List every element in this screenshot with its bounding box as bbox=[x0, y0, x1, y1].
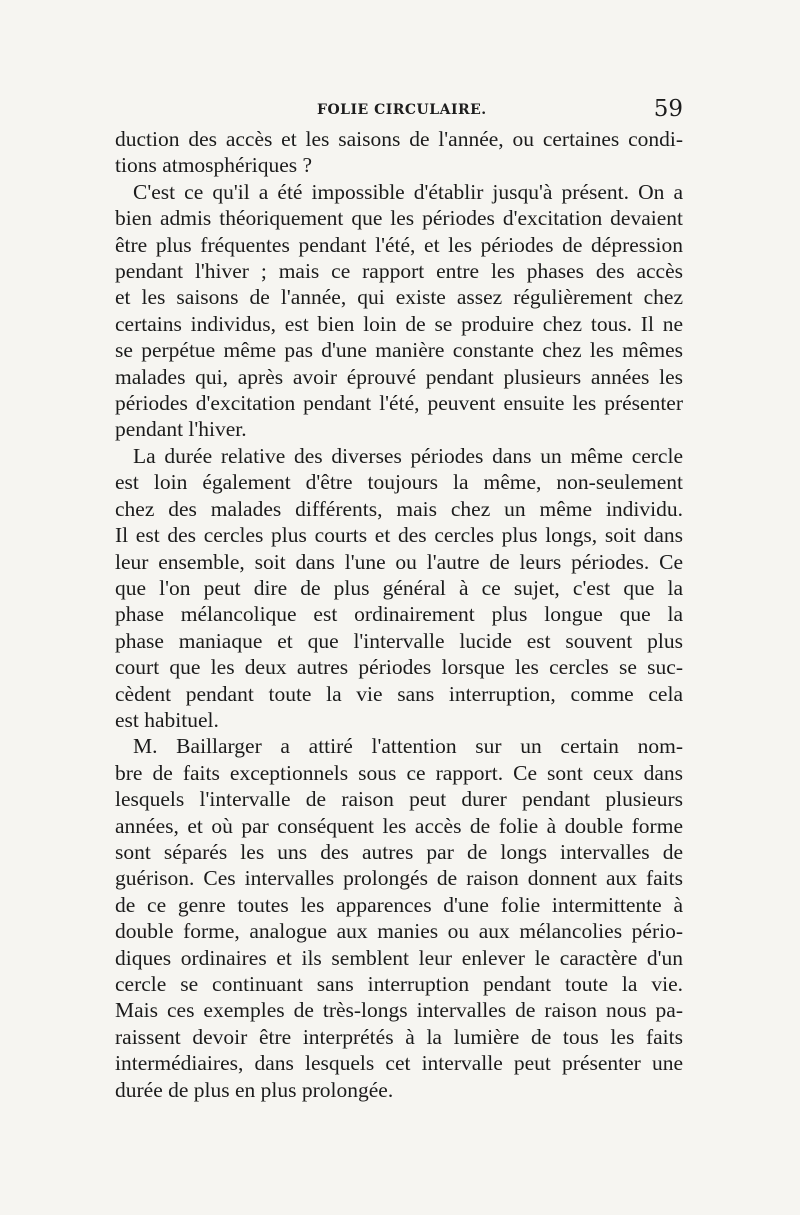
text-line: est habituel. bbox=[115, 707, 219, 732]
text-line: pendant l'hiver. bbox=[115, 417, 247, 442]
text-line: leur ensemble, soit dans l'une ou l'autre de leurs périodes. Ce bbox=[115, 549, 683, 574]
text-line: pendant l'hiver ; mais ce rapport entre les phases des accès bbox=[115, 259, 683, 284]
text-line: tions atmosphériques ? bbox=[115, 153, 313, 178]
text-line: duction des accès et les saisons de l'année, ou certaines condi- bbox=[115, 127, 683, 151]
text-line: C'est ce qu'il a été impossible d'établir jusqu'à présent. On a bbox=[133, 179, 683, 204]
text-line: double forme, analogue aux manies ou aux mélancolies pério- bbox=[115, 919, 683, 944]
text-line: guérison. Ces intervalles prolongés de raison donnent aux faits bbox=[115, 866, 683, 891]
text-line: être plus fréquentes pendant l'été, et les périodes de dépression bbox=[115, 232, 683, 257]
text-line: cercle se continuant sans interruption pendant toute la vie. bbox=[115, 972, 683, 996]
text-line: se perpétue même pas d'une manière constante chez les mêmes bbox=[115, 338, 683, 363]
paragraph bbox=[115, 443, 683, 733]
text-line: La durée relative des diverses périodes dans un même cercle bbox=[133, 443, 683, 468]
body-text bbox=[115, 126, 683, 1103]
text-line: certains individus, est bien loin de se produire chez tous. Il ne bbox=[115, 311, 683, 336]
text-line: de ce genre toutes les apparences d'une folie intermittente à bbox=[115, 892, 683, 917]
text-line: bien admis théoriquement que les périodes d'excitation devaient bbox=[115, 206, 683, 231]
text-line: malades qui, après avoir éprouvé pendant plusieurs années les bbox=[115, 364, 683, 389]
text-line: bre de faits exceptionnels sous ce rapport. Ce sont ceux dans bbox=[115, 760, 683, 785]
text-line: phase mélancolique est ordinairement plus longue que la bbox=[115, 602, 683, 627]
text-line: et les saisons de l'année, qui existe assez régulièrement chez bbox=[115, 285, 683, 310]
text-line: Il est des cercles plus courts et des cercles plus longs, soit dans bbox=[115, 523, 683, 548]
text-line: Mais ces exemples de très-longs intervalles de raison nous pa- bbox=[115, 998, 683, 1023]
text-line: lesquels l'intervalle de raison peut durer pendant plusieurs bbox=[115, 787, 683, 812]
paragraph bbox=[115, 126, 683, 179]
text-line: durée de plus en plus prolongée. bbox=[115, 1077, 394, 1102]
text-line: M. Baillarger a attiré l'attention sur un certain nom- bbox=[133, 734, 683, 759]
text-line: sont séparés les uns des autres par de longs intervalles de bbox=[115, 839, 683, 864]
page-number: 59 bbox=[653, 96, 683, 122]
text-line: intermédiaires, dans lesquels cet intervalle peut présenter une bbox=[115, 1051, 683, 1076]
text-line: raissent devoir être interprétés à la lumière de tous les faits bbox=[115, 1024, 683, 1049]
text-line: chez des malades différents, mais chez un même individu. bbox=[115, 496, 683, 521]
text-line: que l'on peut dire de plus général à ce sujet, c'est que la bbox=[115, 575, 683, 600]
text-line: périodes d'excitation pendant l'été, peuvent ensuite les présenter bbox=[115, 391, 683, 416]
paragraph bbox=[115, 179, 683, 443]
text-line: diques ordinaires et ils semblent leur enlever le caractère d'un bbox=[115, 945, 683, 970]
text-line: court que les deux autres périodes lorsque les cercles se suc- bbox=[115, 655, 683, 680]
running-head bbox=[117, 98, 683, 128]
running-title: FOLIE CIRCULAIRE. bbox=[317, 102, 487, 118]
text-line: années, et où par conséquent les accès de folie à double forme bbox=[115, 813, 683, 838]
text-line: cèdent pendant toute la vie sans interruption, comme cela bbox=[115, 681, 683, 706]
paragraph bbox=[115, 733, 683, 1103]
text-line: est loin également d'être toujours la même, non-seulement bbox=[115, 470, 683, 495]
text-line: phase maniaque et que l'intervalle lucide est souvent plus bbox=[115, 628, 683, 653]
